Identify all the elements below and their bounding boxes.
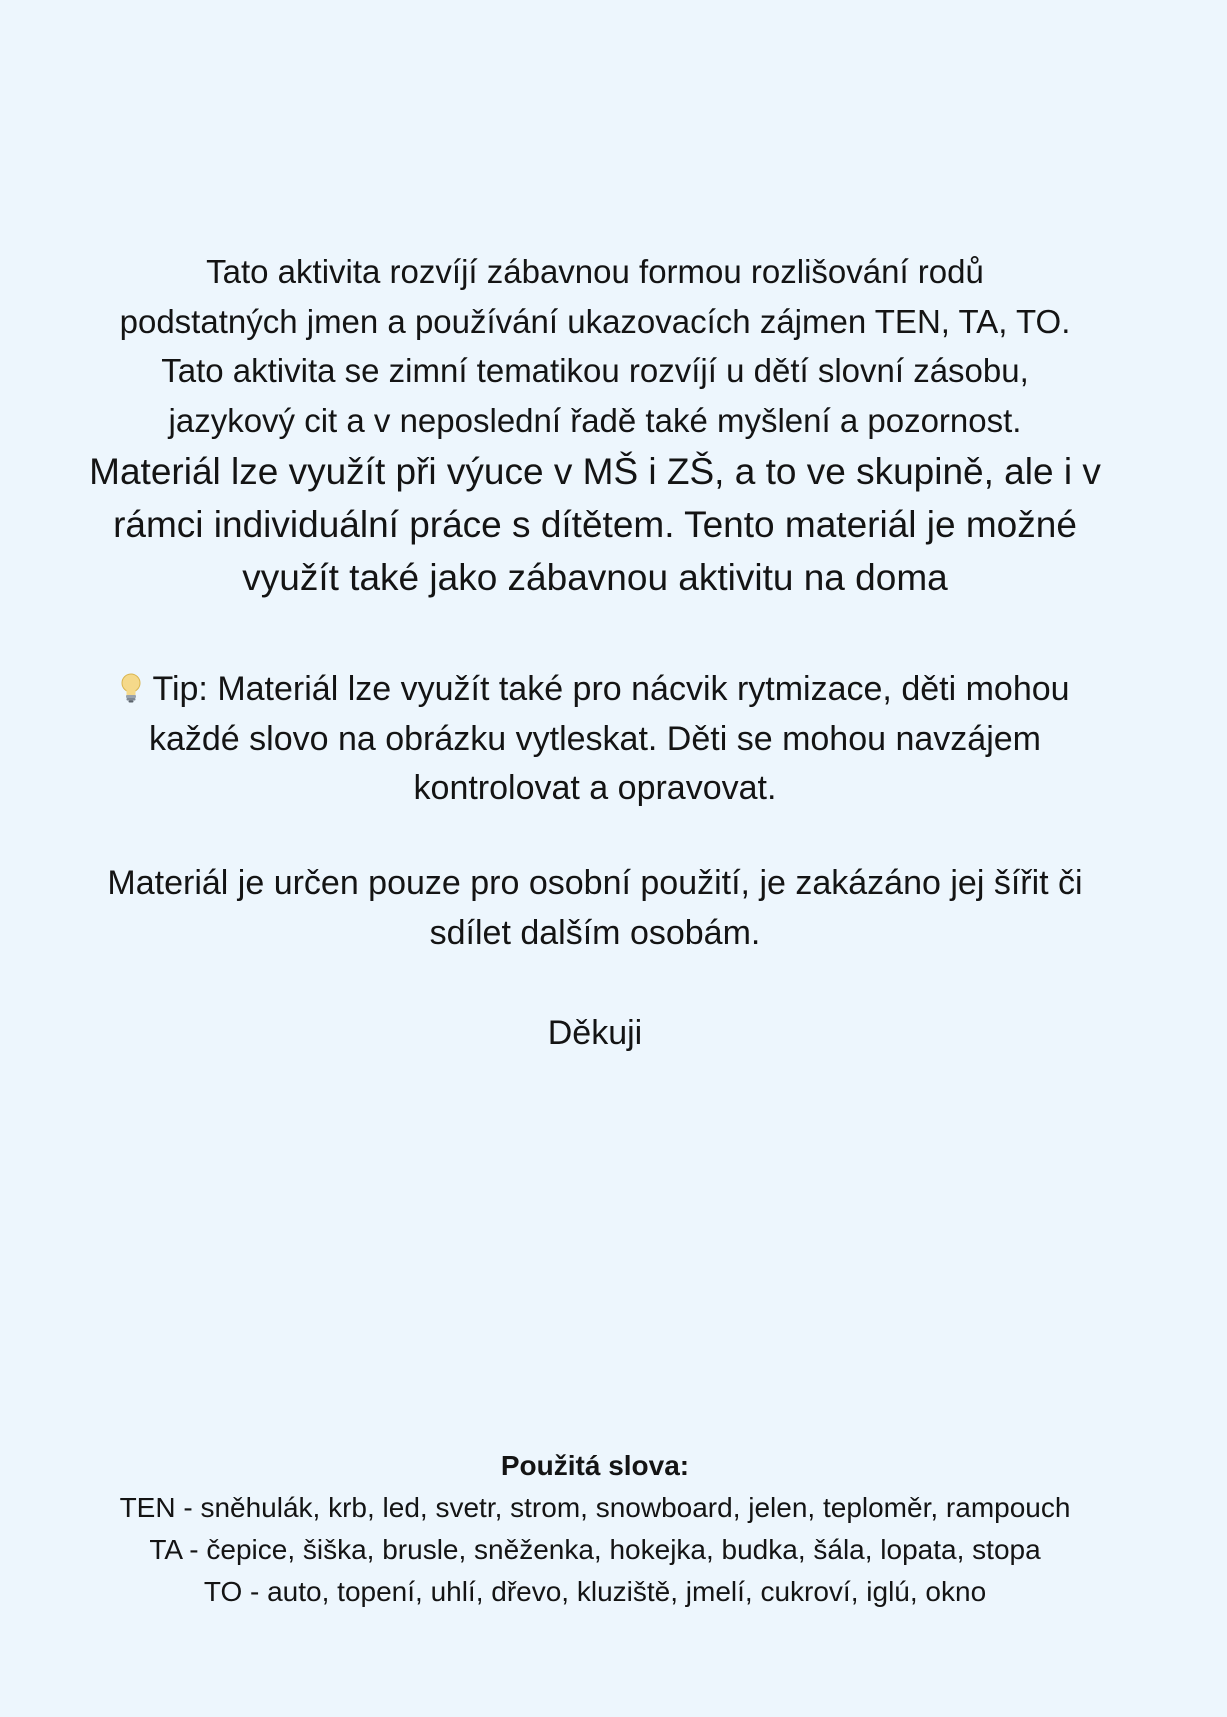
notice-line: sdílet dalším osobám. (429, 913, 761, 952)
words-line-to: TO - auto, topení, uhlí, dřevo, kluziště, jmelí, cukroví, iglú, okno (203, 1576, 987, 1607)
intro-line: využít také jako zábavnou aktivitu na doma (242, 557, 948, 598)
tip-line (40, 665, 1150, 715)
intro-paragraph (40, 247, 1150, 604)
intro-line: Tato aktivita rozvíjí zábavnou formou rozlišování rodů (206, 253, 984, 290)
notice-line: Materiál je určen pouze pro osobní použití, je zakázáno jej šířit či (107, 864, 1083, 902)
intro-line: podstatných jmen a používání ukazovacích zájmen TEN, TA, TO. (119, 302, 1071, 340)
intro-line: Tato aktivita se zimní tematikou rozvíjí u dětí slovní zásobu, (161, 352, 1029, 389)
tip-line: kontrolovat a opravovat. (413, 769, 777, 807)
intro-line: jazykový cit a v neposlední řadě také myšlení a pozornost. (168, 401, 1022, 439)
tip-text: Tip: Materiál lze využít také pro nácvik rytmizace, děti mohou (152, 670, 1070, 708)
tip-line: každé slovo na obrázku vytleskat. Děti se mohou navzájem (148, 719, 1041, 758)
intro-line: Materiál lze využít při výuce v MŠ i ZŠ, a to ve skupině, ale i v (89, 451, 1101, 492)
words-line-ta: TA - čepice, šiška, brusle, sněženka, hokejka, budka, šála, lopata, stopa (149, 1534, 1041, 1565)
lightbulb-icon (120, 673, 142, 703)
thanks-text: Děkuji (547, 1014, 643, 1052)
used-words-title: Použitá slova: (500, 1450, 690, 1481)
words-line-ten: TEN - sněhulák, krb, led, svetr, strom, snowboard, jelen, teploměr, rampouch (119, 1492, 1071, 1523)
tip-paragraph (40, 665, 1150, 814)
usage-notice (40, 859, 1150, 958)
used-words-section (40, 1445, 1150, 1613)
intro-line: rámci individuální práce s dítětem. Tento materiál je možné (113, 504, 1077, 545)
